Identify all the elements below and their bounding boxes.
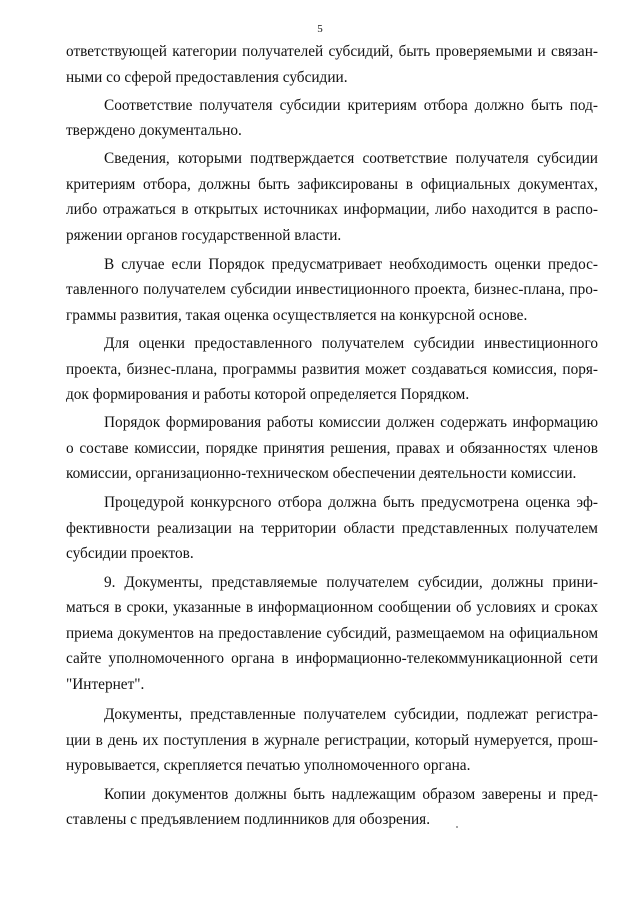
- text-line: приема документов на предоставление субсидий, размещаемом на официальном: [66, 625, 598, 642]
- text-line: маться в сроки, указанные в информационном сообщении об условиях и сроках: [66, 599, 598, 616]
- text-line: Сведения, которыми подтверждается соответствие получателя субсидии: [104, 150, 598, 167]
- text-line: сайте уполномоченного органа в информационно-телекоммуникационной сети: [66, 650, 598, 667]
- text-line: ответствующей категории получателей субсидий, быть проверяемыми и связан-: [66, 43, 598, 60]
- text-line: "Интернет".: [66, 676, 145, 693]
- text-line: док формирования и работы которой определяется Порядком.: [66, 386, 470, 403]
- text-line: проекта, бизнес-плана, программы развития может создаваться комиссия, поря-: [66, 361, 598, 378]
- text-line: Для оценки предоставленного получателем субсидии инвестиционного: [104, 335, 598, 352]
- text-line: ряжении органов государственной власти.: [66, 227, 342, 244]
- text-line: нуровывается, скрепляется печатью уполномоченного органа.: [66, 757, 471, 774]
- text-line: Документы, представленные получателем субсидии, подлежат регистра-: [104, 706, 598, 723]
- text-line: либо отражаться в открытых источниках информации, либо находится в распо-: [66, 201, 598, 218]
- text-line: субсидии проектов.: [66, 545, 194, 562]
- text-line: ставлены с предъявлением подлинников для обозрения.: [66, 811, 431, 828]
- text-line: ными со сферой предоставления субсидии.: [66, 69, 348, 86]
- text-line: 9. Документы, представляемые получателем субсидии, должны прини-: [104, 574, 598, 591]
- text-line: ции в день их поступления в журнале регистрации, который нумеруется, прош-: [66, 732, 598, 749]
- text-line: граммы развития, такая оценка осуществляется на конкурсной основе.: [66, 307, 528, 324]
- text-line: тверждено документально.: [66, 122, 242, 139]
- text-line: Соответствие получателя субсидии критериям отбора должно быть под-: [104, 97, 598, 114]
- text-line: Копии документов должны быть надлежащим образом заверены и пред-: [104, 786, 598, 803]
- text-line: комиссии, организационно-техническом обеспечении деятельности комиссии.: [66, 465, 577, 482]
- scan-speck: [456, 826, 458, 828]
- text-line: Порядок формирования работы комиссии должен содержать информацию: [104, 414, 598, 431]
- text-line: тавленного получателем субсидии инвестиционного проекта, бизнес-плана, про-: [66, 281, 598, 298]
- text-line: фективности реализации на территории области представленных получателем: [66, 520, 598, 537]
- page-number: 5: [317, 23, 323, 35]
- text-line: Процедурой конкурсного отбора должна быть предусмотрена оценка эф-: [104, 494, 598, 511]
- text-line: В случае если Порядок предусматривает необходимость оценки предос-: [104, 256, 598, 273]
- text-line: о составе комиссии, порядке принятия решения, правах и обязанностях членов: [66, 440, 598, 457]
- text-line: критериям отбора, должны быть зафиксированы в официальных документах,: [66, 176, 598, 193]
